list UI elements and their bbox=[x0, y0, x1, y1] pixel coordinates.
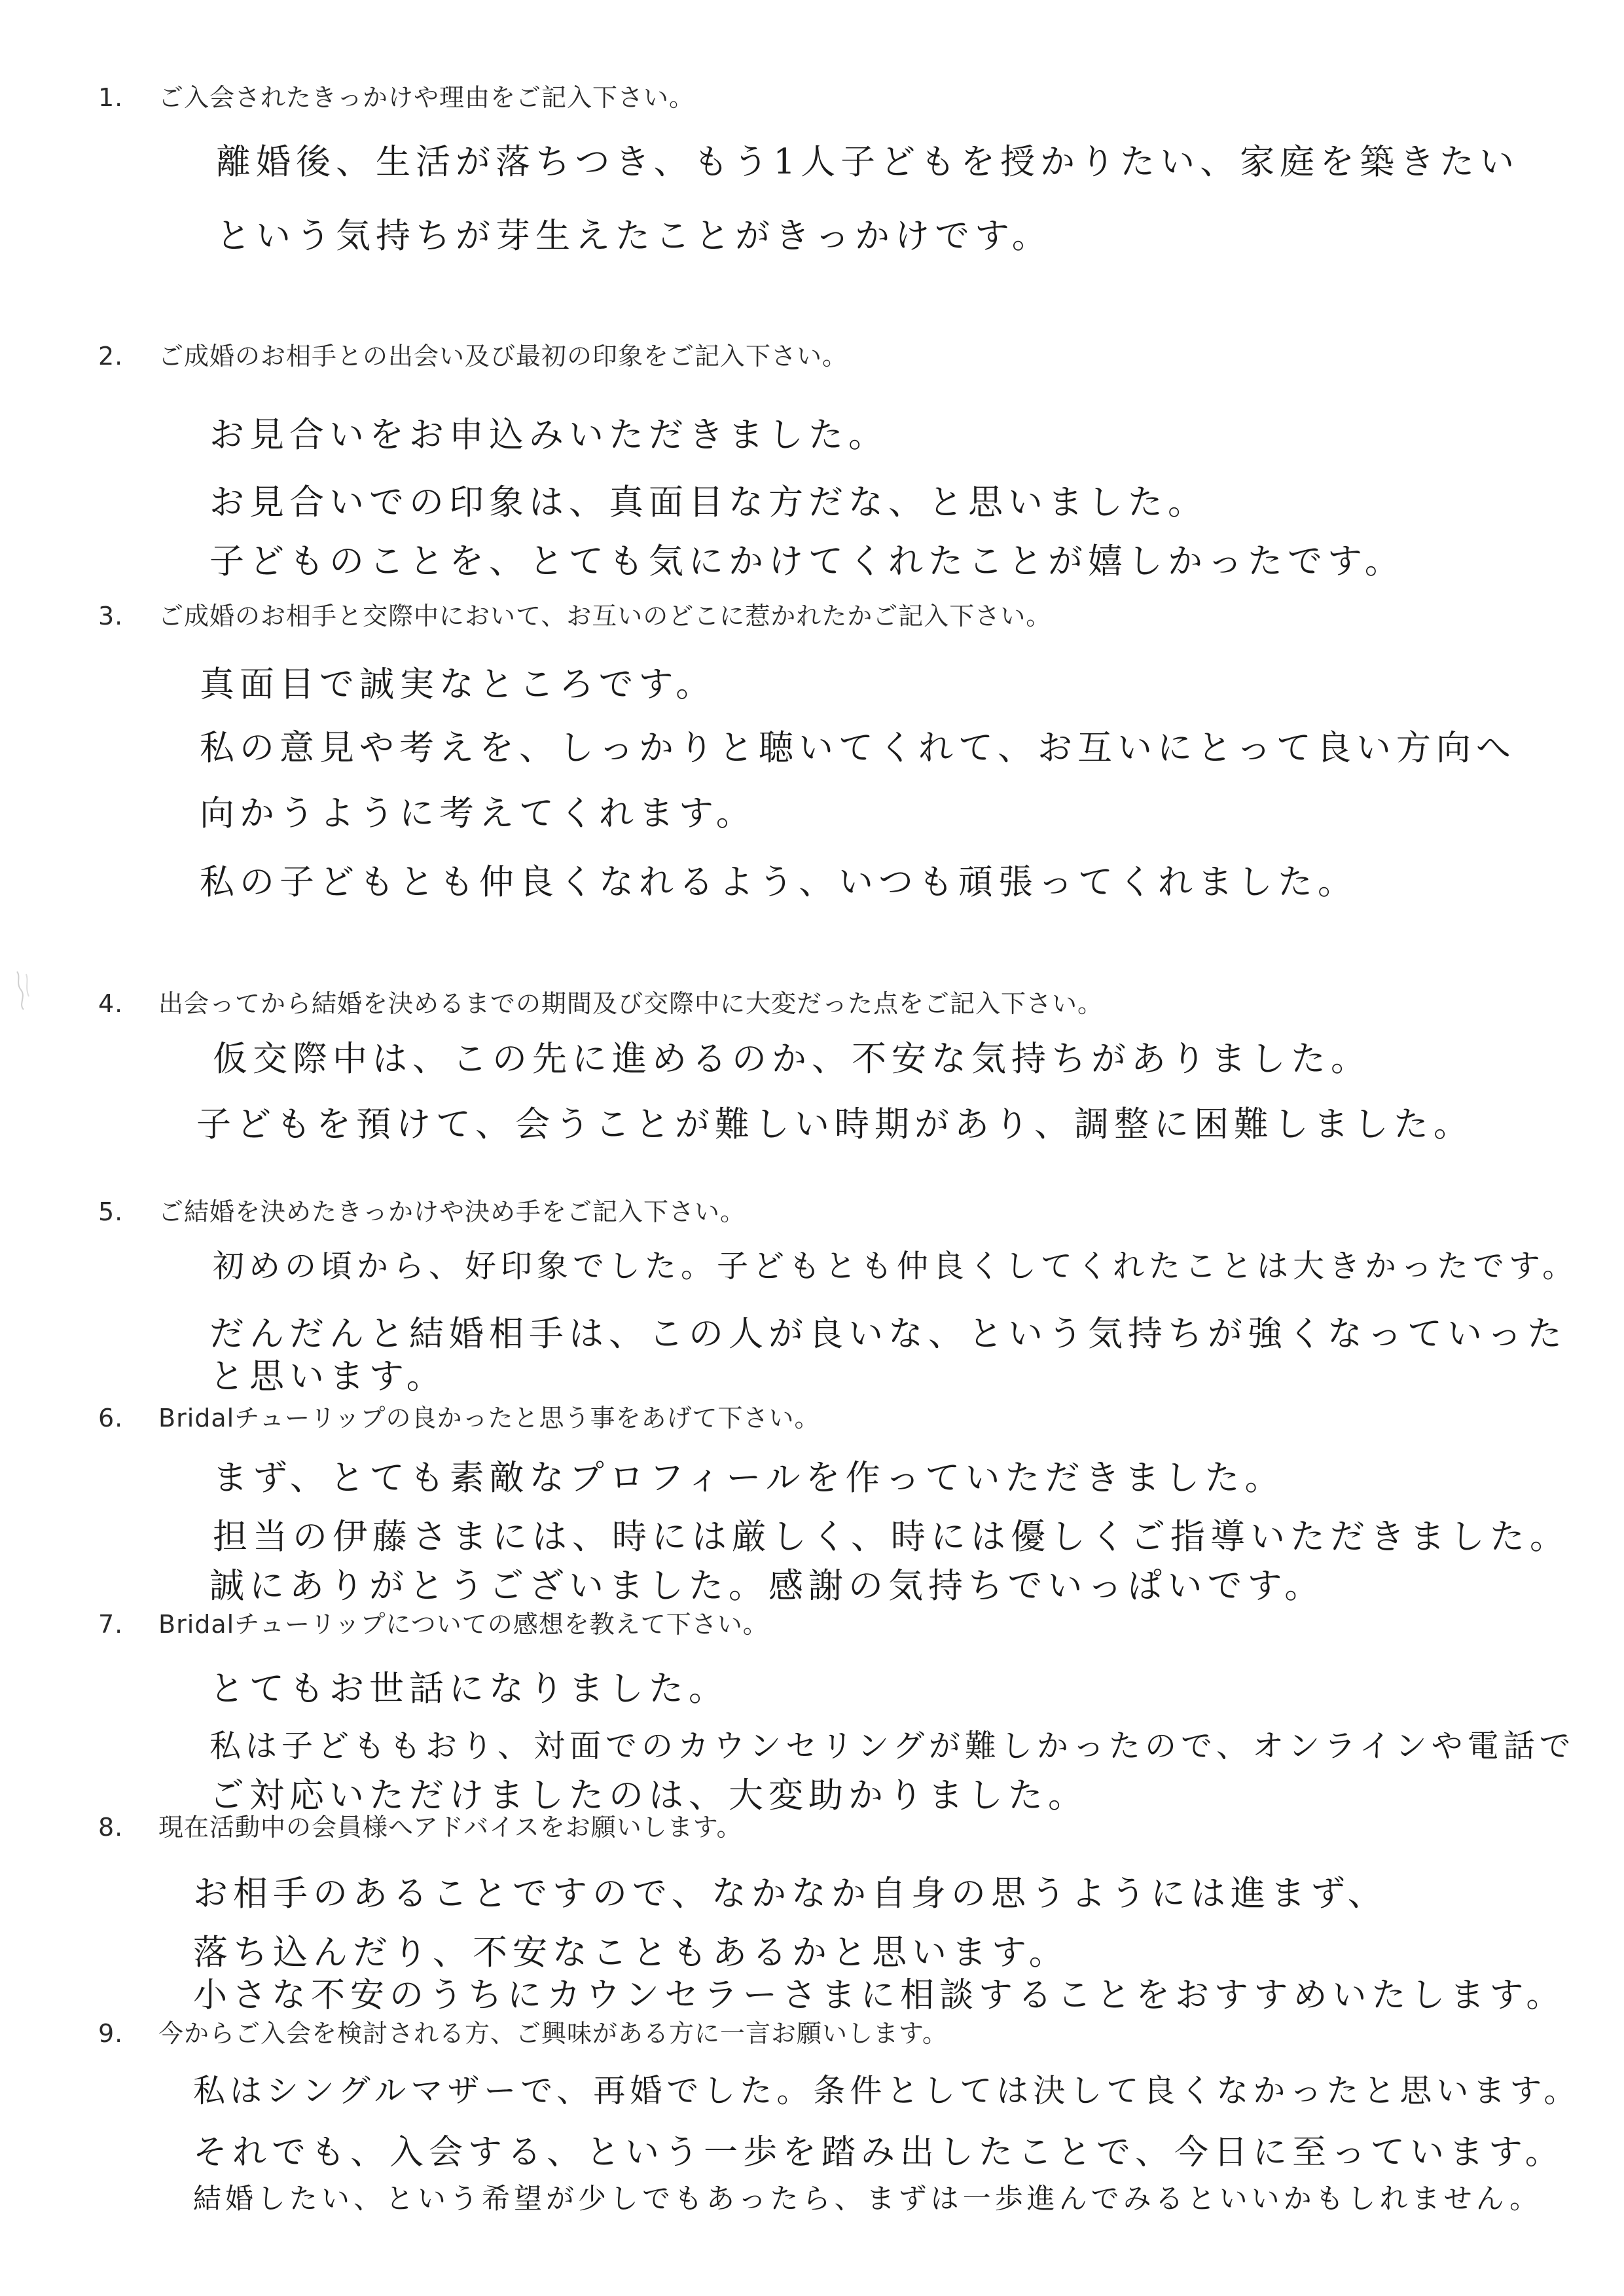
question-number: 5. bbox=[98, 1197, 124, 1226]
question-3 bbox=[98, 596, 1051, 632]
question-2 bbox=[98, 336, 848, 372]
question-9 bbox=[98, 2013, 948, 2049]
question-text: ご成婚のお相手との出会い及び最初の印象をご記入下さい。 bbox=[158, 342, 848, 371]
question-number: 8. bbox=[98, 1813, 124, 1842]
answer-line: 仮交際中は、この先に進めるのか、不安な気持ちがありました。 bbox=[213, 1039, 1371, 1079]
question-text: Bridalチューリップの良かったと思う事をあげて下さい。 bbox=[158, 1404, 820, 1432]
answer-line: お見合いをお申込みいただきました。 bbox=[209, 415, 888, 455]
answer-line: 落ち込んだり、不安なこともあるかと思います。 bbox=[193, 1933, 1069, 1973]
answer-line: お見合いでの印象は、真面目な方だな、と思いました。 bbox=[209, 483, 1208, 522]
question-8 bbox=[98, 1807, 742, 1843]
answer-line: と思います。 bbox=[209, 1357, 446, 1396]
answer-line: まず、とても素敵なプロフィールを作っていただきました。 bbox=[213, 1458, 1285, 1498]
question-text: 今からご入会を検討される方、ご興味がある方に一言お願いします。 bbox=[158, 2019, 948, 2048]
question-text: ご結婚を決めたきっかけや決め手をご記入下さい。 bbox=[158, 1197, 746, 1226]
question-text: 現在活動中の会員様へアドバイスをお願いします。 bbox=[158, 1813, 742, 1842]
question-text: ご成婚のお相手と交際中において、お互いのどこに惹かれたかご記入下さい。 bbox=[158, 602, 1052, 630]
question-text: Bridalチューリップについての感想を教えて下さい。 bbox=[158, 1610, 768, 1639]
question-text: ご入会されたきっかけや理由をご記入下さい。 bbox=[158, 83, 695, 112]
question-number: 1. bbox=[98, 83, 124, 112]
answer-line: それでも、入会する、という一歩を踏み出したことで、今日に至っています。 bbox=[193, 2133, 1564, 2172]
answer-line: 向かうように考えてくれます。 bbox=[200, 793, 756, 833]
question-5 bbox=[98, 1192, 746, 1228]
question-4 bbox=[98, 983, 1103, 1019]
question-number: 9. bbox=[98, 2019, 124, 2048]
question-number: 4. bbox=[98, 989, 124, 1018]
answer-line: 子どものことを、とても気にかけてくれたことが嬉しかったです。 bbox=[209, 541, 1405, 581]
answer-line: 私の子どもとも仲良くなれるよう、いつも頑張ってくれました。 bbox=[200, 862, 1358, 902]
answer-line: 私は子どももおり、対面でのカウンセリングが難しかったので、オンラインや電話で bbox=[209, 1728, 1576, 1764]
answer-line: 子どもを預けて、会うことが難しい時期があり、調整に困難しました。 bbox=[196, 1104, 1473, 1144]
scan-speck bbox=[12, 968, 38, 1013]
answer-line: 担当の伊藤さまには、時には厳しく、時には優しくご指導いただきました。 bbox=[213, 1517, 1570, 1557]
question-text: 出会ってから結婚を決めるまでの期間及び交際中に大変だった点をご記入下さい。 bbox=[158, 989, 1104, 1018]
question-1 bbox=[98, 77, 695, 113]
answer-line: 結婚したい、という希望が少しでもあったら、まずは一歩進んでみるといいかもしれません。 bbox=[193, 2183, 1542, 2215]
answer-line: とてもお世話になりました。 bbox=[209, 1669, 729, 1709]
answer-line: という気持ちが芽生えたことがきっかけです。 bbox=[216, 216, 1052, 256]
question-number: 7. bbox=[98, 1610, 124, 1639]
question-number: 3. bbox=[98, 602, 124, 630]
question-number: 2. bbox=[98, 342, 124, 371]
answer-line: 初めの頃から、好印象でした。子どもとも仲良くしてくれたことは大きかったです。 bbox=[213, 1248, 1579, 1285]
answer-line: 私はシングルマザーで、再婚でした。条件としては決して良くなかったと思います。 bbox=[193, 2072, 1581, 2109]
answer-line: 私の意見や考えを、しっかりと聴いてくれて、お互いにとって良い方向へ bbox=[200, 728, 1516, 768]
question-6 bbox=[98, 1398, 820, 1434]
answer-line: ご対応いただけましたのは、大変助かりました。 bbox=[209, 1776, 1088, 1815]
answer-line: 真面目で誠実なところです。 bbox=[200, 665, 716, 704]
answer-line: 小さな不安のうちにカウンセラーさまに相談することをおすすめいたします。 bbox=[193, 1976, 1566, 2015]
answer-line: 離婚後、生活が落ちつき、もう1人子どもを授かりたい、家庭を築きたい bbox=[216, 142, 1520, 182]
answer-line: だんだんと結婚相手は、この人が良いな、という気持ちが強くなっていった bbox=[209, 1314, 1567, 1354]
answer-line: お相手のあることですので、なかなか自身の思うようには進まず、 bbox=[193, 1874, 1388, 1914]
answer-line: 誠にありがとうございました。感謝の気持ちでいっぱいです。 bbox=[209, 1566, 1325, 1606]
question-number: 6. bbox=[98, 1404, 124, 1432]
question-7 bbox=[98, 1604, 768, 1640]
